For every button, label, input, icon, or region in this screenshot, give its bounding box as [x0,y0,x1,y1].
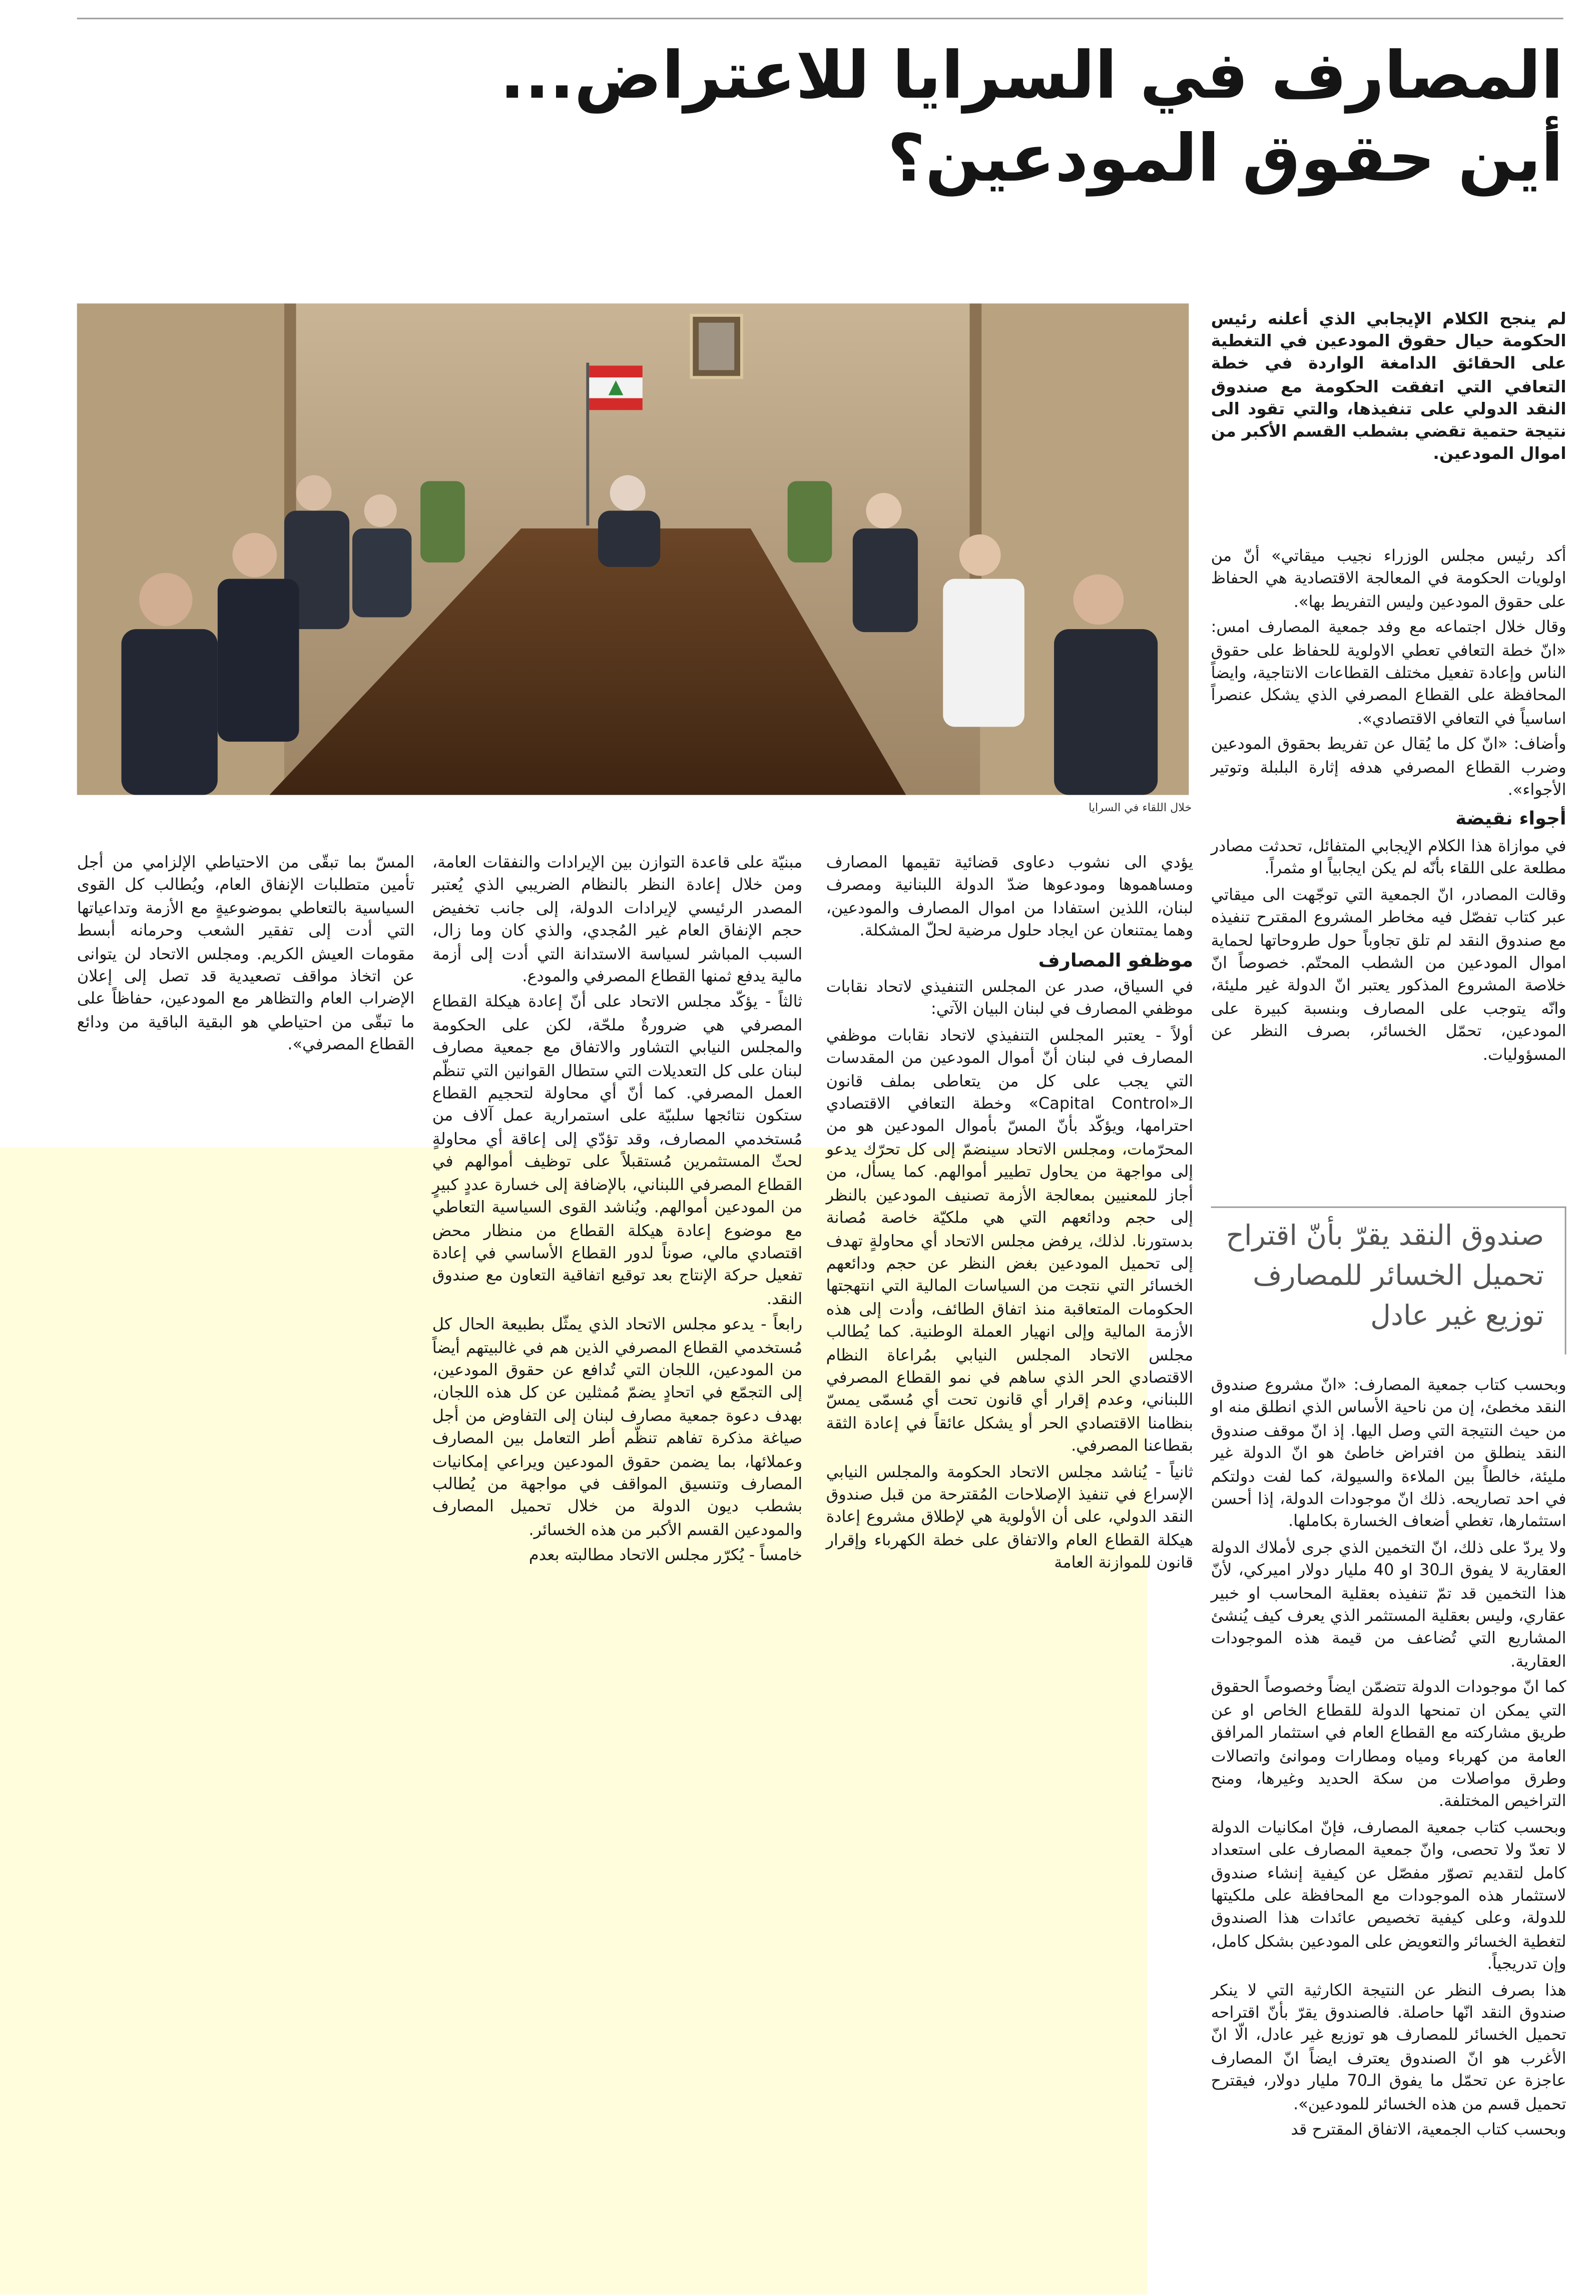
column-1 [1211,545,1566,1069]
column-3-paragraph: ثانياً - يُناشد مجلس الاتحاد الحكومة والمجلس النيابي الإسراع في تنفيذ الإصلاحات المُقترحة من قبل صندوق النقد الدولي، على أن الأولوية هي لإطلاق مشروع إعادة هيكلة القطاع العام والاتفاق على خطة الكهرباء وإقرار قانون للموازنة العامة [826,1462,1194,1572]
column-1-paragraph: وقالت المصادر، انّ الجمعية التي توجّهت الى ميقاتي عبر كتاب تفصّل فيه مخاطر المشروع المقترح تنفيذه مع صندوق النقد لم تلق تجاوباً حول طروحاتها لحماية اموال المودعين من الشطب المحتّم. خصوصاً انّ خلاصة المشروع المذكور يعتبر انّ الدولة غير مليئة، وانّه يتوجب على المصارف وبنسبة كبيرة على المودعين، تحمّل الخسائر، بصرف النظر عن المسؤوليات. [1211,884,1566,1064]
photo-caption: خلال اللقاء في السرايا [1089,801,1192,814]
column-1-paragraph: في موازاة هذا الكلام الإيجابي المتفائل، تحدثت مصادر مطلعة على اللقاء بأنّه لم يكن ايجابياً او مثمراً. [1211,836,1566,878]
meeting-illustration [77,303,1189,795]
column-3-paragraph: في السياق، صدر عن المجلس التنفيذي لاتحاد نقابات موظفي المصارف في لبنان البيان الآتي: [826,977,1194,1019]
column-3-paragraph: يؤدي الى نشوب دعاوى قضائية تقيمها المصارف ومساهموها ومودعوها ضدّ الدولة اللبنانية ومصرف لبنان، اللذين استفادا من اموال المصارف والمودعين، وهما يمتنعان عن ايجاد حلول مرضية لحلّ المشكلة. [826,852,1194,940]
column-4-paragraph: مبنيّة على قاعدة التوازن بين الإيرادات والنفقات العامة، ومن خلال إعادة النظر بالنظام الضريبي الذي يُعتبر المصدر الرئيسي لإيرادات الدولة، إلى جانب تخفيض حجم الإنفاق العام غير المُجدي، والذي كان وما زال، السبب المباشر لسياسة الاستدانة التي أدت إلى أزمة مالية يدفع ثمنها القطاع المصرفي والمودع. [432,852,803,986]
pull-quote: صندوق النقد يقرّ بأنّ اقتراح تحميل الخسائر للمصارف توزيع غير عادل [1211,1207,1566,1355]
column-2-paragraph: وبحسب كتاب الجمعية، الاتفاق المقترح قد [1291,2119,1566,2139]
column-4-paragraph: خامساً - يُكرّر مجلس الاتحاد مطالبته بعدم [528,1545,803,1565]
column-2-paragraph: هذا بصرف النظر عن النتيجة الكارثية التي لا ينكر صندوق النقد انّها حاصلة. فالصندوق يقرّ بأنّ اقتراحه تحميل الخسائر للمصارف هو توزيع غير عادل، الّا انّ الأغرب هو انّ الصندوق يعترف ايضاً انّ المصارف عاجزة عن تحمّل ما يفوق الـ70 مليار دولار، فيقترح تحميل قسم من هذه الخسائر للمودعين». [1211,1980,1566,2113]
column-5-paragraph: المسّ بما تبقّى من الاحتياطي الإلزامي من أجل تأمين متطلبات الإنفاق العام، ويُطالب كل القوى السياسية بالتعاطي بموضوعيةٍ مع الأزمة وتداعياتها التي أدت إلى تفقير الشعب وحرمانه أبسط مقومات العيش الكريم. ومجلس الاتحاد لن يتوانى عن اتخاذ مواقف تصعيدية قد تصل إلى إعلان الإضراب العام والتظاهر مع المودعين، حفاظاً على ما تبقّى من احتياطي هو البقية الباقية من ودائع القطاع المصرفي». [77,852,415,1054]
column-5 [77,851,414,1059]
column-1-paragraph: أكد رئيس مجلس الوزراء نجيب ميقاتي» أنّ من اولويات الحكومة في المعالجة الاقتصادية هي الحفاظ على حقوق المودعين وليس التفريط بها». [1211,546,1566,612]
column-1-paragraph: وأضاف: «انّ كل ما يُقال عن تفريط بحقوق المودعين وضرب القطاع المصرفي هدفه إثارة البلبلة وتوتير الأجواء». [1211,734,1566,800]
headline [83,36,1563,201]
column-4-paragraph: ثالثاً - يؤكّد مجلس الاتحاد على أنّ إعادة هيكلة القطاع المصرفي هي ضرورةٌ ملحّة، لكن على الحكومة والمجلس النيابي التشاور والاتفاق مع جمعية مصارف لبنان على كل التعديلات التي ستطال القوانين التي تنظّم العمل المصرفي. كما أنّ أي محاولة لتحجيم القطاع ستكون نتائجها سلبيّة على استمرارية عمل آلاف من مُستخدمي المصارف، وقد تؤدّي إلى إعاقة أي محاولةٍ لحثّ المستثمرين مُستقبلاً على توظيف أموالهم في القطاع المصرفي اللبناني، بالإضافة إلى خسارة عددٍ كبيرٍ من المودعين أموالهم. ويُناشد القوى السياسية التعاطي مع موضوع إعادة هيكلة القطاع من منظار محض اقتصادي مالي، صوناً لدور القطاع الأساسي في إعادة تفعيل حركة الإنتاج بعد توقيع اتفاقية التعاون مع صندوق النقد. [432,992,803,1309]
top-rule [77,18,1563,19]
subheading-bank-employees: موظفو المصارف [1038,948,1194,971]
lead-paragraph: لم ينجح الكلام الإيجابي الذي أعلنه رئيس الحكومة حيال حقوق المودعين في التغطية على الحقائق الدامغة الواردة في خطة التعافي التي اتفقت الحكومة مع صندوق النقد الدولي على تنفيذها، والتي تقود الى نتيجة حتمية تقضي بشطب القسم الأكبر من اموال المودعين. [1211,309,1566,464]
column-4 [432,851,803,1570]
column-4-paragraph: رابعاً - يدعو مجلس الاتحاد الذي يمثّل بطبيعة الحال كل مُستخدمي القطاع المصرفي الذين هم في غالبيتهم أيضاً من المودعين، اللجان التي تُدافع عن حقوق المودعين، إلى التجمّع في اتحادٍ يضمّ مُمثلين عن كل هذه اللجان، بهدف دعوة جمعية مصارف لبنان إلى التفاوض من أجل صياغة مذكرة تفاهم تنظّم أطر التعامل بين المصارف وعملائها، بما يضمن حقوق المودعين ويراعي إمكانيات المصارف وتنسيق المواقف في مواجهة من يُطالب بشطب ديون الدولة من خلال تحميل المصارف والمودعين القسم الأكبر من هذه الخسائر. [432,1315,803,1539]
column-2-paragraph: كما انّ موجودات الدولة تتضمّن ايضاً وخصوصاً الحقوق التي يمكن ان تمنحها الدولة للقطاع الخاص او عن طريق مشاركته مع القطاع العام في استثمار المرافق العامة من كهرباء ومياه ومطارات وموانئ واتصالات وطرق مواصلات من سكة الحديد وغيرها، ومنح التراخيص المختلفة. [1211,1677,1566,1811]
headline-line-2: أين حقوق المودعين؟ [887,121,1563,197]
column-1-paragraph: وقال خلال اجتماعه مع وفد جمعية المصارف امس: «انّ خطة التعافي تعطي الاولوية للحفاظ على حقوق الناس وإعادة تفعيل مختلف القطاعات الانتاجية، وايضاً المحافظة على القطاع المصرفي الذي يشكل عنصراً اساسياً في التعافي الاقتصادي». [1211,618,1566,728]
subheading-contradictory-atmosphere: أجواء نقيضة [1455,807,1566,830]
column-3-paragraph: أولاً - يعتبر المجلس التنفيذي لاتحاد نقابات موظفي المصارف في لبنان أنّ أموال المودعين من المقدسات التي يجب على كل من يتعاطى بملف قانون الـ«Capital Control» وخطة التعافي الاقتصادي احترامها، ويؤكّد بأنّ المسّ بأموال المودعين هو من المحرّمات، ومجلس الاتحاد سينضمّ إلى كل تحرّك يدعو إلى مواجهة من يحاول تطيير أموالهم. كما يسأل، من أجاز للمعنيين بمعالجة الأزمة تصنيف المودعين بالنظر إلى حجم ودائعهم التي هي ملكيّة خاصة مُصانة بدستورنا. لذلك، يرفض مجلس الاتحاد أي محاولةٍ تهدف إلى تحميل المودعين بغض النظر عن حجم ودائعهم الخسائر التي نتجت من السياسات المالية التي انتهجتها الحكومات المتعاقبة منذ اتفاق الطائف، وأدت إلى هذه الأزمة المالية وإلى انهيار العملة الوطنية. كما يُطالب مجلس الاتحاد المجلس النيابي بمُراعاة النظام الاقتصادي الحر الذي ساهم في نمو القطاع المصرفي اللبناني، وعدم إقرار أي قانون تحت أي مُسمّى يمسّ بنظامنا الاقتصادي الحر أو يشكل عائقاً في إعادة الثقة بقطاعنا المصرفي. [826,1025,1194,1456]
headline-line-1: المصارف في السرايا للاعتراض... [499,38,1563,114]
column-3 [826,851,1194,1577]
column-2-paragraph: وبحسب كتاب جمعية المصارف، فإنّ امكانيات الدولة لا تعدّ ولا تحصى، وانّ جمعية المصارف على استعداد كامل لتقديم تصوّر مفصّل عن كيفية إنشاء صندوق لاستثمار هذه الموجودات مع المحافظة على ملكيتها للدولة، وعلى كيفية تخصيص عائدات هذا الصندوق لتغطية الخسائر والتعويض على المودعين بشكل كامل، وإن تدريجياً. [1211,1817,1566,1974]
meeting-photo [77,303,1189,795]
column-2-paragraph: ولا يردّ على ذلك، انّ التخمين الذي جرى لأملاك الدولة العقارية لا يفوق الـ30 او 40 مليار دولار اميركي، لأنّ هذا التخمين قد تمّ تنفيذه بعقلية المحاسب او خبير عقاري، وليس بعقلية المستثمر الذي يعرف كيف يُنشئ المشاريع التي تُضاعف من قيمة هذه الموجودات العقارية. [1211,1537,1566,1671]
column-2-paragraph: وبحسب كتاب جمعية المصارف: «انّ مشروع صندوق النقد مخطئ، إن من ناحية الأساس الذي انطلق منه او من حيث النتيجة التي وصل اليها. إذ انّ موقف صندوق النقد ينطلق من افتراض خاطئ هو انّ الدولة غير مليئة، خالطاً بين الملاءة والسيولة، كما لفت دولتكم في احد تصاريحه. ذلك انّ موجودات الدولة، إذا أحسن استثمارها، تغطي أضعاف الخسارة بكاملها. [1211,1375,1566,1531]
column-2 [1211,1374,1566,2144]
